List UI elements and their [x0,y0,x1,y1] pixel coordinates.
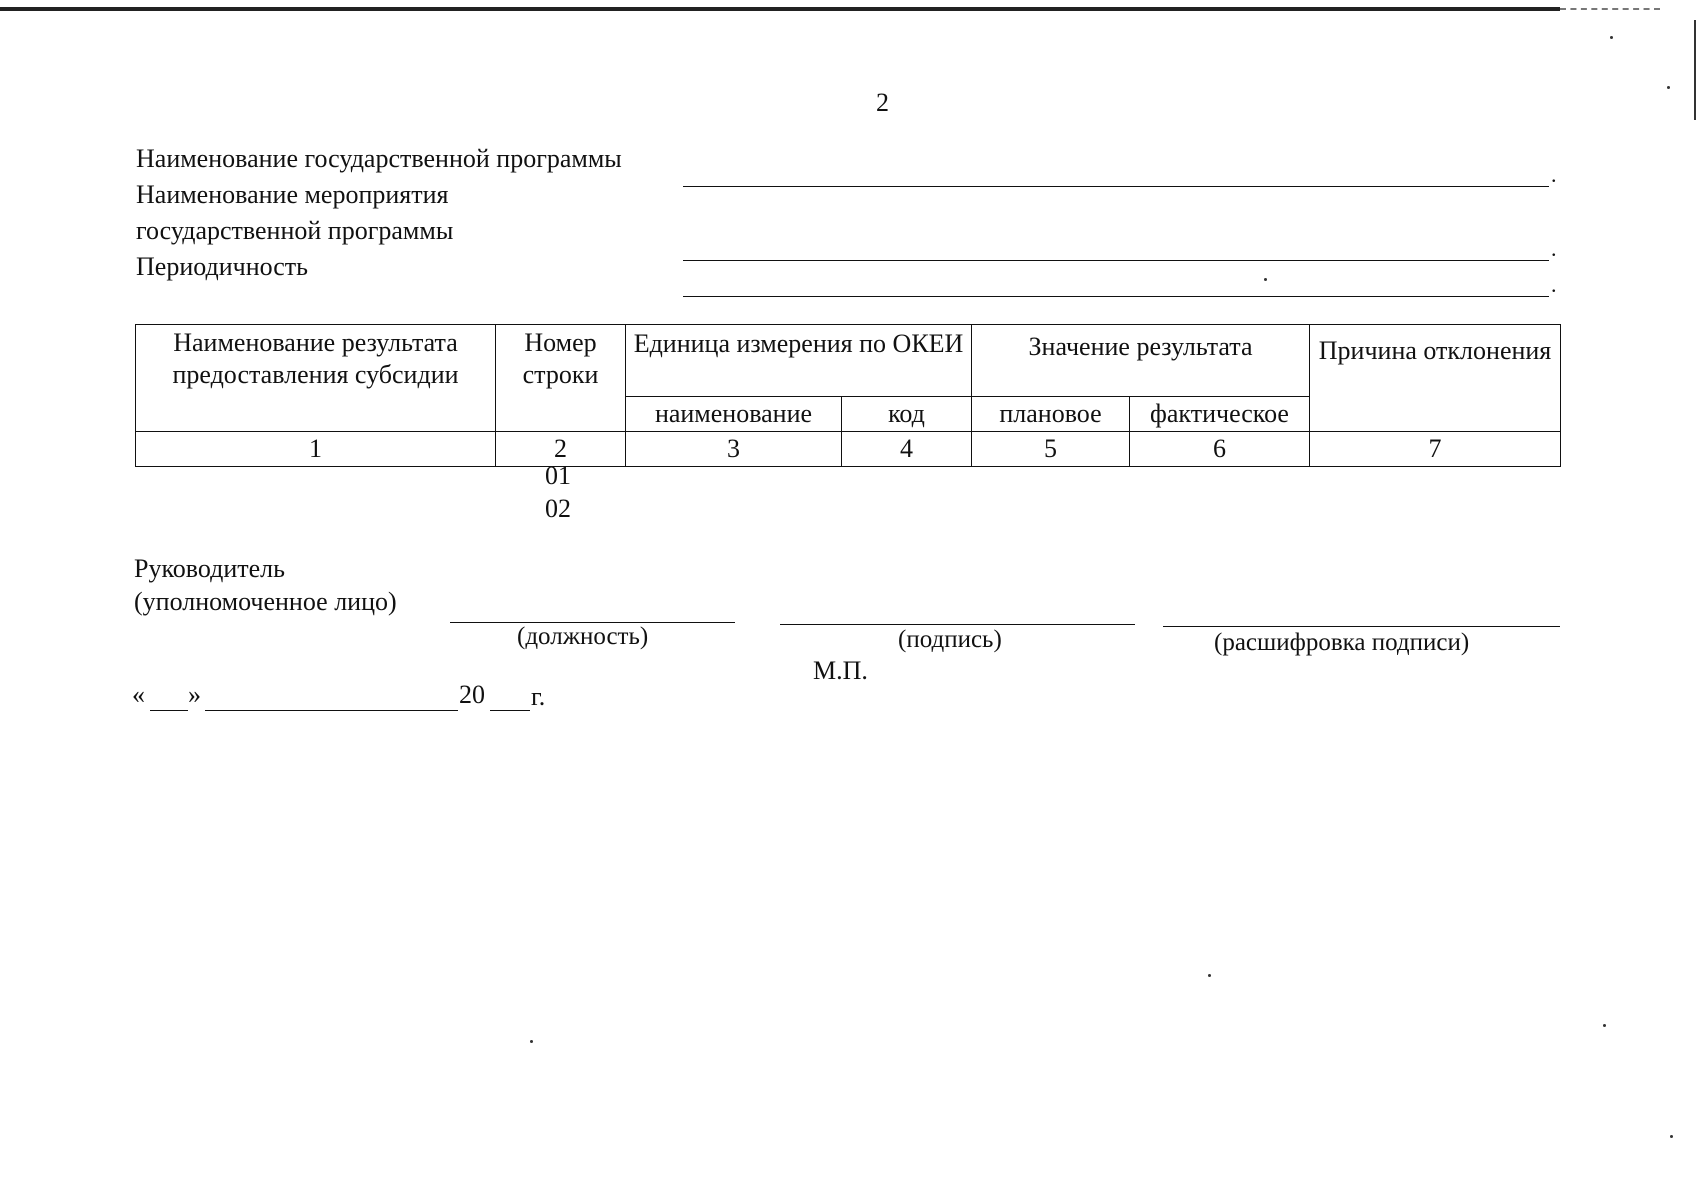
header-unit: Единица измерения по ОКЕИ [626,325,972,397]
page-number: 2 [876,88,889,117]
column-number-3: 3 [626,432,842,467]
scan-top-border [0,7,1560,11]
date-year-prefix: 20 [459,680,485,709]
date-close-quote: » [188,680,201,709]
date-year-field[interactable] [490,684,530,711]
program-name-label: Наименование государственной программы [136,144,622,173]
date-day-field[interactable] [150,684,188,711]
column-number-5: 5 [972,432,1130,467]
head-label: Руководитель [134,554,285,583]
position-caption: (должность) [517,623,649,650]
event-name-label-line1: Наименование мероприятия [136,180,449,209]
scan-right-edge [1694,20,1696,120]
periodicity-field[interactable] [683,270,1549,297]
periodicity-end: . [1551,272,1557,297]
header-unit-code: код [842,396,972,432]
column-number-1: 1 [136,432,496,467]
scan-speck [1667,86,1670,89]
position-field[interactable] [450,600,735,623]
results-table [135,324,1561,467]
column-number-7: 7 [1310,432,1561,467]
date-month-field[interactable] [205,684,458,711]
column-number-6: 6 [1130,432,1310,467]
header-value-planned: плановое [972,396,1130,432]
header-value-actual: фактическое [1130,396,1310,432]
event-name-field[interactable] [683,234,1549,261]
header-result-name: Наименование результата предоставления субсидии [136,325,496,432]
header-row-number: Номер строки [496,325,626,432]
column-number-2: 2 [496,432,626,467]
column-number-4: 4 [842,432,972,467]
program-name-end: . [1551,162,1557,187]
scan-top-border-dashed [1560,8,1660,10]
signature-caption: (подпись) [898,626,1002,653]
header-reason: Причина отклонения [1310,325,1561,432]
row-code-02: 02 [545,494,571,523]
scan-speck [530,1040,533,1043]
scan-speck [1610,36,1613,39]
event-name-label-line2: государственной программы [136,216,454,245]
header-unit-name: наименование [626,396,842,432]
header-value: Значение результата [972,325,1310,397]
periodicity-label: Периодичность [136,252,309,281]
program-name-field[interactable] [683,160,1549,187]
event-name-end: . [1551,236,1557,261]
stamp-place: М.П. [813,656,868,685]
date-year-suffix: г. [531,682,546,711]
scan-speck [1603,1024,1606,1027]
scan-speck [1208,974,1211,977]
scan-speck [1670,1135,1673,1138]
signature-field[interactable] [780,602,1135,625]
signature-decode-field[interactable] [1163,604,1560,627]
signature-decode-caption: (расшифровка подписи) [1214,629,1470,656]
date-open-quote: « [132,680,145,709]
authorized-person-label: (уполномоченное лицо) [134,587,397,616]
row-code-01: 01 [545,461,571,490]
